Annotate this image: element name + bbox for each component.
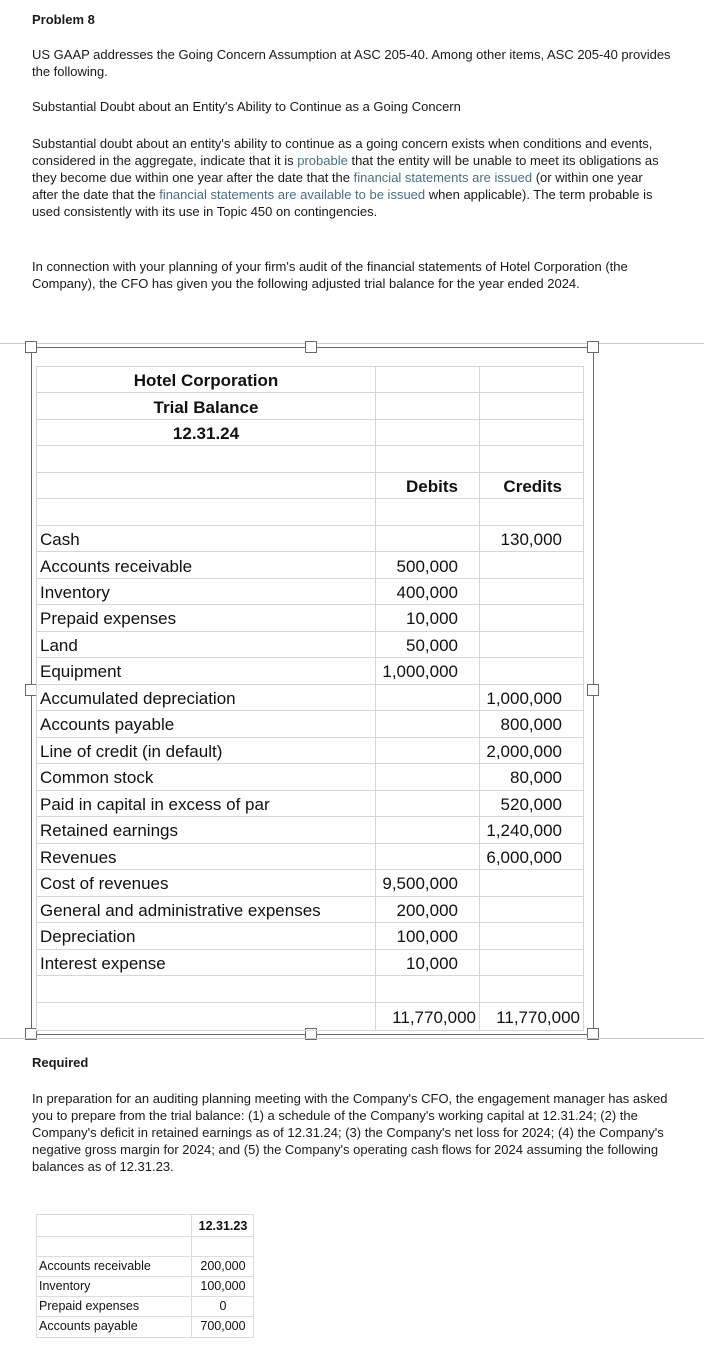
resize-handle-top-left[interactable] [25, 341, 37, 353]
resize-handle-top-right[interactable] [587, 341, 599, 353]
resize-handle-top[interactable] [305, 341, 317, 353]
prior-account-value: 0 [219, 1299, 227, 1313]
debit-amount: 10,000 [406, 609, 458, 628]
intro-paragraph: US GAAP addresses the Going Concern Assumption at ASC 205-40. Among other items, ASC 205-40 provides the following. [32, 47, 671, 79]
gridline [36, 525, 584, 526]
credit-amount: 6,000,000 [486, 848, 562, 867]
gridline [36, 896, 584, 897]
gridline [36, 1337, 254, 1338]
gridline [36, 392, 584, 393]
prior-account-value: 200,000 [200, 1259, 246, 1273]
gridline [36, 551, 584, 552]
account-name: General and administrative expenses [40, 901, 321, 920]
account-name: Accumulated depreciation [40, 689, 236, 708]
gridline [36, 816, 584, 817]
definition-text-4: when applicable). The term probable is used consistently with its use in Topic 450 on contingencies. [32, 187, 653, 219]
gridline [36, 445, 584, 446]
prior-account-name: Prepaid expenses [39, 1299, 140, 1313]
prior-account-name: Inventory [39, 1279, 91, 1293]
prior-balances-table [36, 1214, 254, 1338]
gridline [36, 1256, 254, 1257]
account-name: Common stock [40, 768, 154, 787]
credits-header: Credits [503, 477, 562, 496]
debit-amount: 500,000 [396, 557, 458, 576]
prior-account-value: 100,000 [200, 1279, 246, 1293]
gridline [36, 763, 584, 764]
gridline [583, 366, 584, 1031]
account-name: Revenues [40, 848, 117, 867]
account-name: Equipment [40, 662, 122, 681]
trial-balance-sheet [36, 366, 584, 1031]
debit-amount: 9,500,000 [382, 874, 458, 893]
definition-text-2: that the entity will be unable to meet its obligations as they become due within one year after the date that the [32, 153, 659, 185]
section-heading: Substantial Doubt about an Entity's Ability to Continue as a Going Concern [32, 99, 461, 114]
sheet-title: Trial Balance [153, 398, 259, 417]
gridline [36, 790, 584, 791]
gridline [36, 684, 584, 685]
prior-account-name: Accounts payable [39, 1319, 138, 1333]
definition-paragraph [32, 135, 672, 220]
resize-handle-right[interactable] [587, 684, 599, 696]
definition-text-3: (or within one year after the date that the [32, 170, 643, 202]
gridline [36, 631, 584, 632]
account-name: Land [40, 636, 78, 655]
debit-amount: 100,000 [396, 927, 458, 946]
gridline [36, 1002, 584, 1003]
gridline [36, 710, 584, 711]
connection-paragraph: In connection with your planning of your firm's audit of the financial statements of Hotel Corporation (the Company), the CFO has given you the following adjusted trial balance for the year ended 2024. [32, 259, 628, 291]
account-name: Accounts receivable [40, 557, 193, 576]
gridline [36, 1276, 254, 1277]
account-name: Cost of revenues [40, 874, 169, 893]
gridline [36, 604, 584, 605]
account-name: Interest expense [40, 954, 166, 973]
prior-account-value: 700,000 [200, 1319, 246, 1333]
debit-amount: 400,000 [396, 583, 458, 602]
gridline [36, 737, 584, 738]
gridline [36, 578, 584, 579]
embed-bottom-line [0, 1038, 704, 1039]
credit-amount: 1,240,000 [486, 821, 562, 840]
gridline [36, 1214, 254, 1215]
definition-text-1: Substantial doubt about an entity's ability to continue as a going concern exists when conditions and events, considered in the aggregate, indicate that it is [32, 136, 653, 168]
debit-amount: 10,000 [406, 954, 458, 973]
debit-amount: 1,000,000 [382, 662, 458, 681]
required-heading: Required [32, 1055, 89, 1070]
credit-amount: 520,000 [500, 795, 562, 814]
account-name: Cash [40, 530, 80, 549]
account-name: Inventory [40, 583, 110, 602]
credit-amount: 800,000 [500, 715, 562, 734]
account-name: Paid in capital in excess of par [40, 795, 270, 814]
gridline [36, 869, 584, 870]
account-name: Depreciation [40, 927, 136, 946]
account-name: Retained earnings [40, 821, 178, 840]
gridline [36, 1296, 254, 1297]
gridline [36, 949, 584, 950]
gridline [36, 419, 584, 420]
gridline [36, 366, 37, 1031]
sheet-date: 12.31.24 [172, 424, 240, 443]
credit-amount: 1,000,000 [486, 689, 562, 708]
gridline [36, 498, 584, 499]
company-name: Hotel Corporation [133, 371, 279, 390]
gridline [36, 657, 584, 658]
prior-date-header: 12.31.23 [198, 1219, 248, 1233]
debit-amount: 50,000 [406, 636, 458, 655]
account-name: Prepaid expenses [40, 609, 177, 628]
total-credits: 11,770,000 [496, 1008, 580, 1027]
debits-header: Debits [406, 477, 458, 496]
account-name: Accounts payable [40, 715, 175, 734]
credit-amount: 80,000 [510, 768, 562, 787]
probable-link[interactable]: probable [297, 153, 348, 168]
required-paragraph: In preparation for an auditing planning meeting with the Company's CFO, the engagement manager has asked you to prepare from the trial balance: (1) a schedule of the Company's working capital at 12.31.24; (2) the Company's deficit in retained earnings as of 12.31.24; (3) the Company's net loss for 2024; (4) the Company's negative gross margin for 2024; and (5) the Company's operating cash flows for 2024 assuming the following balances as of 12.31.23. [32, 1091, 668, 1174]
statements-issued-link[interactable]: financial statements are issued [353, 170, 533, 185]
account-name: Line of credit (in default) [40, 742, 223, 761]
debit-amount: 200,000 [396, 901, 458, 920]
gridline [36, 1316, 254, 1317]
credit-amount: 2,000,000 [486, 742, 562, 761]
total-debits: 11,770,000 [392, 1008, 476, 1027]
gridline [36, 1030, 584, 1031]
gridline [36, 843, 584, 844]
gridline [36, 922, 584, 923]
statements-available-link[interactable]: financial statements are available to be issued [159, 187, 426, 202]
prior-account-name: Accounts receivable [39, 1259, 151, 1273]
gridline [36, 1214, 37, 1338]
credit-amount: 130,000 [500, 530, 562, 549]
gridline [36, 1236, 254, 1237]
gridline [36, 366, 584, 367]
problem-title: Problem 8 [32, 12, 95, 27]
gridline [36, 975, 584, 976]
gridline [36, 472, 584, 473]
